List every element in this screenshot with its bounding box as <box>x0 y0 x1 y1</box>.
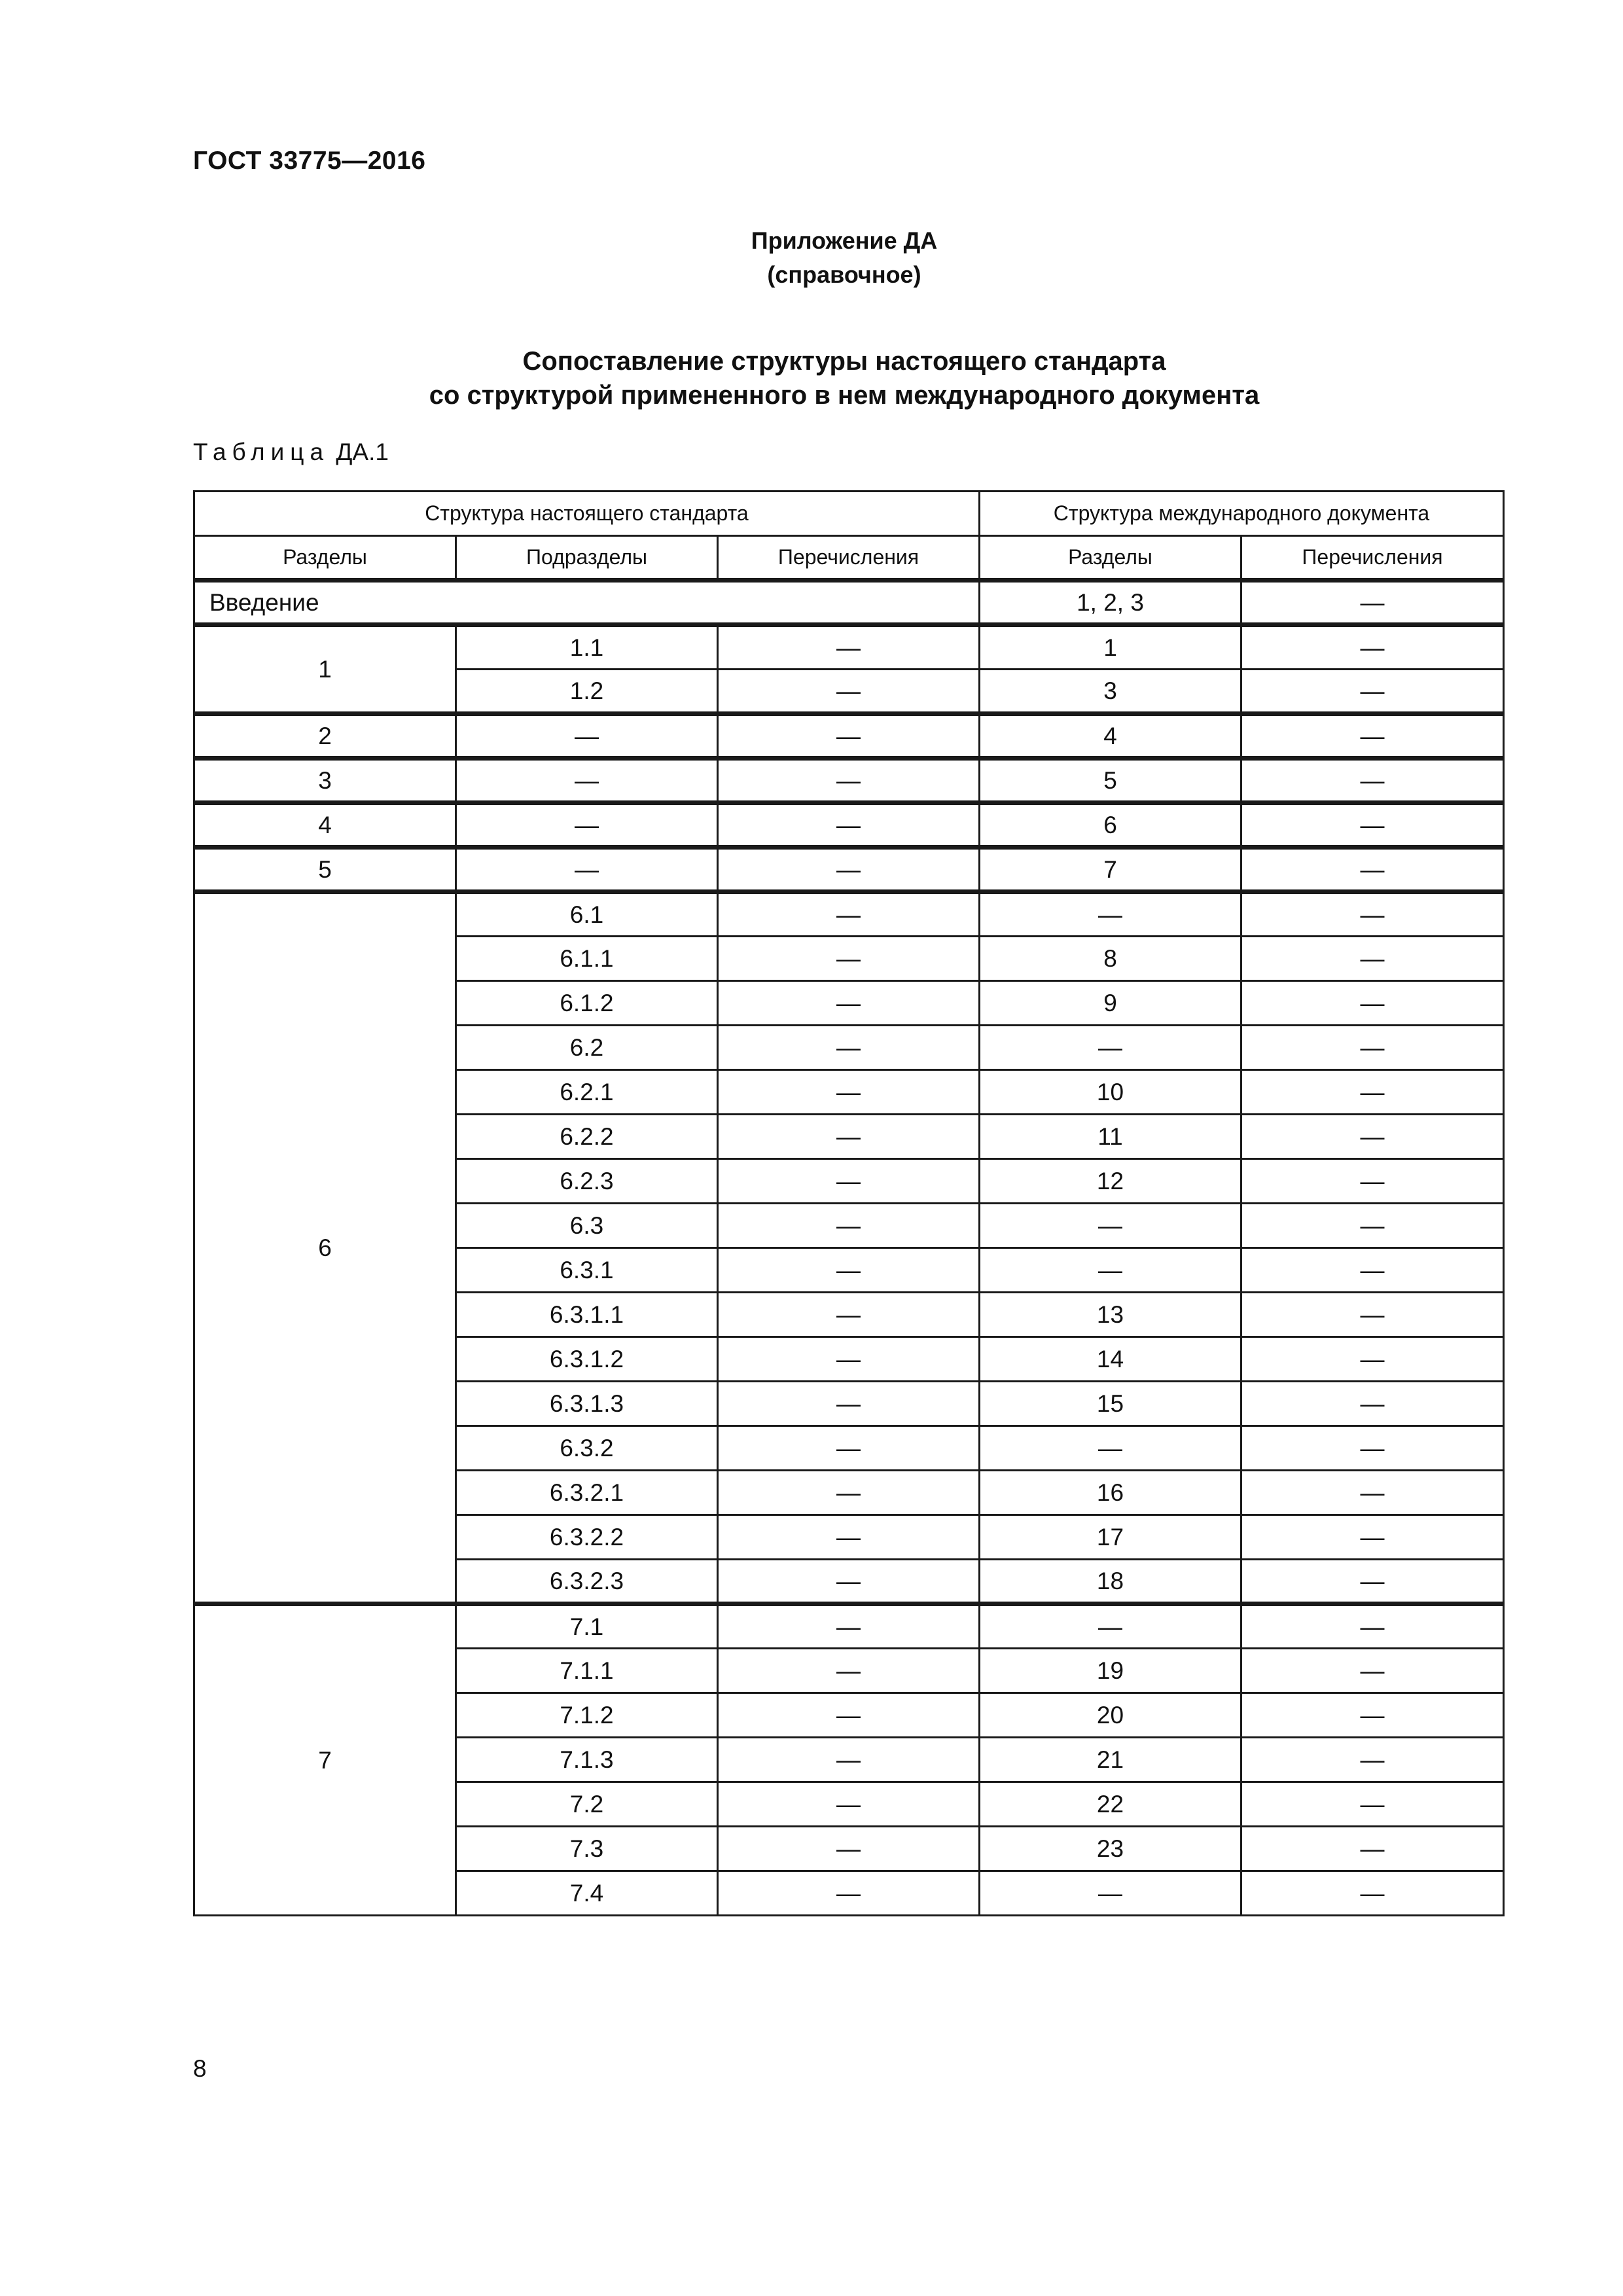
annex-heading <box>0 224 1623 292</box>
subsection-cell: 6.2.3 <box>456 1159 718 1204</box>
group-header-this-standard: Структура настоящего стандарта <box>194 492 980 536</box>
column-header-subsections: Подразделы <box>456 536 718 581</box>
intl-section-cell: 6 <box>980 803 1241 848</box>
section-cell: 4 <box>194 803 456 848</box>
intl-enumeration-cell: — <box>1241 1382 1504 1426</box>
intl-enumeration-cell: — <box>1241 1604 1504 1649</box>
section-cell: 5 <box>194 848 456 892</box>
intl-section-cell: 4 <box>980 714 1241 759</box>
intl-section-cell: 12 <box>980 1159 1241 1204</box>
annex-kind: (справочное) <box>767 261 921 288</box>
intro-label: Введение <box>194 581 980 625</box>
intro-intl-enumerations: — <box>1241 581 1504 625</box>
table-row <box>194 625 1504 670</box>
intl-enumeration-cell: — <box>1241 1204 1504 1248</box>
intl-enumeration-cell: — <box>1241 1115 1504 1159</box>
intl-enumeration-cell: — <box>1241 803 1504 848</box>
subsection-cell: 6.3 <box>456 1204 718 1248</box>
intl-section-cell: 15 <box>980 1382 1241 1426</box>
enumeration-cell: — <box>718 1604 980 1649</box>
intl-section-cell: 14 <box>980 1337 1241 1382</box>
group-header-row <box>194 492 1504 536</box>
comparison-table-body <box>194 492 1504 1916</box>
section-cell: 3 <box>194 759 456 803</box>
intl-enumeration-cell: — <box>1241 892 1504 937</box>
section-cell: 6 <box>194 892 456 1604</box>
intl-section-cell: — <box>980 1871 1241 1916</box>
enumeration-cell: — <box>718 670 980 714</box>
subsection-cell: 7.3 <box>456 1827 718 1871</box>
intl-enumeration-cell: — <box>1241 1337 1504 1382</box>
enumeration-cell: — <box>718 1515 980 1560</box>
intl-enumeration-cell: — <box>1241 937 1504 981</box>
intl-section-cell: 5 <box>980 759 1241 803</box>
table-label-prefix: Таблица <box>193 439 330 465</box>
subsection-cell: — <box>456 803 718 848</box>
enumeration-cell: — <box>718 803 980 848</box>
subsection-cell: 6.3.1.1 <box>456 1293 718 1337</box>
table-row <box>194 848 1504 892</box>
intro-intl-sections: 1, 2, 3 <box>980 581 1241 625</box>
subsection-cell: — <box>456 848 718 892</box>
intl-section-cell: 3 <box>980 670 1241 714</box>
section-cell: 2 <box>194 714 456 759</box>
intl-enumeration-cell: — <box>1241 1515 1504 1560</box>
subsection-cell: 6.1.1 <box>456 937 718 981</box>
intl-section-cell: 7 <box>980 848 1241 892</box>
column-header-sections: Разделы <box>194 536 456 581</box>
enumeration-cell: — <box>718 1115 980 1159</box>
document-code: ГОСТ 33775—2016 <box>193 147 426 175</box>
intl-enumeration-cell: — <box>1241 1693 1504 1738</box>
table-row <box>194 803 1504 848</box>
enumeration-cell: — <box>718 714 980 759</box>
enumeration-cell: — <box>718 1026 980 1070</box>
table-label <box>193 439 389 466</box>
section-cell: 7 <box>194 1604 456 1916</box>
table-title-line-2: со структурой примененного в нем международного документа <box>429 381 1260 410</box>
subsection-cell: 6.3.2.2 <box>456 1515 718 1560</box>
enumeration-cell: — <box>718 848 980 892</box>
table-title-line-1: Сопоставление структуры настоящего стандарта <box>522 347 1166 376</box>
intl-enumeration-cell: — <box>1241 848 1504 892</box>
column-header-row <box>194 536 1504 581</box>
enumeration-cell: — <box>718 1070 980 1115</box>
enumeration-cell: — <box>718 1827 980 1871</box>
enumeration-cell: — <box>718 1382 980 1426</box>
column-header-intl-sections: Разделы <box>980 536 1241 581</box>
intl-enumeration-cell: — <box>1241 625 1504 670</box>
table-row <box>194 892 1504 937</box>
intl-section-cell: 16 <box>980 1471 1241 1515</box>
subsection-cell: — <box>456 759 718 803</box>
enumeration-cell: — <box>718 892 980 937</box>
intl-enumeration-cell: — <box>1241 1649 1504 1693</box>
enumeration-cell: — <box>718 1871 980 1916</box>
intl-enumeration-cell: — <box>1241 1159 1504 1204</box>
enumeration-cell: — <box>718 1204 980 1248</box>
intl-enumeration-cell: — <box>1241 1560 1504 1604</box>
enumeration-cell: — <box>718 1159 980 1204</box>
intl-section-cell: — <box>980 1026 1241 1070</box>
subsection-cell: 6.2 <box>456 1026 718 1070</box>
intl-section-cell: — <box>980 1248 1241 1293</box>
intl-section-cell: — <box>980 1604 1241 1649</box>
intl-enumeration-cell: — <box>1241 1738 1504 1782</box>
enumeration-cell: — <box>718 1471 980 1515</box>
subsection-cell: 6.3.1.3 <box>456 1382 718 1426</box>
enumeration-cell: — <box>718 1248 980 1293</box>
table-label-number: ДА.1 <box>336 439 389 465</box>
enumeration-cell: — <box>718 1337 980 1382</box>
intl-enumeration-cell: — <box>1241 759 1504 803</box>
enumeration-cell: — <box>718 1560 980 1604</box>
subsection-cell: 6.1.2 <box>456 981 718 1026</box>
intl-section-cell: 20 <box>980 1693 1241 1738</box>
intl-enumeration-cell: — <box>1241 1871 1504 1916</box>
enumeration-cell: — <box>718 981 980 1026</box>
subsection-cell: — <box>456 714 718 759</box>
subsection-cell: 7.1.2 <box>456 1693 718 1738</box>
enumeration-cell: — <box>718 1693 980 1738</box>
intl-section-cell: 18 <box>980 1560 1241 1604</box>
intl-enumeration-cell: — <box>1241 1070 1504 1115</box>
intl-enumeration-cell: — <box>1241 1426 1504 1471</box>
subsection-cell: 6.3.2 <box>456 1426 718 1471</box>
subsection-cell: 1.1 <box>456 625 718 670</box>
intl-enumeration-cell: — <box>1241 1026 1504 1070</box>
intl-enumeration-cell: — <box>1241 670 1504 714</box>
section-cell: 1 <box>194 625 456 714</box>
subsection-cell: 7.1.3 <box>456 1738 718 1782</box>
subsection-cell: 6.3.2.3 <box>456 1560 718 1604</box>
intl-section-cell: 10 <box>980 1070 1241 1115</box>
intl-enumeration-cell: — <box>1241 981 1504 1026</box>
intl-section-cell: 1 <box>980 625 1241 670</box>
annex-title: Приложение ДА <box>751 227 938 254</box>
intl-section-cell: 8 <box>980 937 1241 981</box>
column-header-intl-enumerations: Перечисления <box>1241 536 1504 581</box>
intl-section-cell: — <box>980 1426 1241 1471</box>
page-number: 8 <box>193 2055 207 2082</box>
comparison-table <box>193 490 1505 1916</box>
intl-section-cell: — <box>980 1204 1241 1248</box>
table-row <box>194 759 1504 803</box>
subsection-cell: 7.1 <box>456 1604 718 1649</box>
intro-row <box>194 581 1504 625</box>
intl-section-cell: 21 <box>980 1738 1241 1782</box>
subsection-cell: 6.3.1.2 <box>456 1337 718 1382</box>
intl-section-cell: 11 <box>980 1115 1241 1159</box>
enumeration-cell: — <box>718 1738 980 1782</box>
enumeration-cell: — <box>718 625 980 670</box>
intl-enumeration-cell: — <box>1241 1293 1504 1337</box>
subsection-cell: 6.2.2 <box>456 1115 718 1159</box>
subsection-cell: 7.1.1 <box>456 1649 718 1693</box>
table-row <box>194 1604 1504 1649</box>
intl-enumeration-cell: — <box>1241 1248 1504 1293</box>
enumeration-cell: — <box>718 1293 980 1337</box>
subsection-cell: 6.1 <box>456 892 718 937</box>
column-header-enumerations: Перечисления <box>718 536 980 581</box>
intl-section-cell: 17 <box>980 1515 1241 1560</box>
enumeration-cell: — <box>718 1782 980 1827</box>
subsection-cell: 7.2 <box>456 1782 718 1827</box>
subsection-cell: 7.4 <box>456 1871 718 1916</box>
intl-enumeration-cell: — <box>1241 714 1504 759</box>
table-row <box>194 714 1504 759</box>
intl-enumeration-cell: — <box>1241 1471 1504 1515</box>
intl-enumeration-cell: — <box>1241 1827 1504 1871</box>
intl-section-cell: — <box>980 892 1241 937</box>
table-title <box>0 344 1623 412</box>
subsection-cell: 6.3.1 <box>456 1248 718 1293</box>
intl-section-cell: 23 <box>980 1827 1241 1871</box>
intl-section-cell: 9 <box>980 981 1241 1026</box>
intl-section-cell: 13 <box>980 1293 1241 1337</box>
enumeration-cell: — <box>718 1649 980 1693</box>
subsection-cell: 1.2 <box>456 670 718 714</box>
intl-section-cell: 22 <box>980 1782 1241 1827</box>
subsection-cell: 6.3.2.1 <box>456 1471 718 1515</box>
group-header-international: Структура международного документа <box>980 492 1504 536</box>
subsection-cell: 6.2.1 <box>456 1070 718 1115</box>
intl-section-cell: 19 <box>980 1649 1241 1693</box>
intl-enumeration-cell: — <box>1241 1782 1504 1827</box>
enumeration-cell: — <box>718 1426 980 1471</box>
enumeration-cell: — <box>718 759 980 803</box>
enumeration-cell: — <box>718 937 980 981</box>
